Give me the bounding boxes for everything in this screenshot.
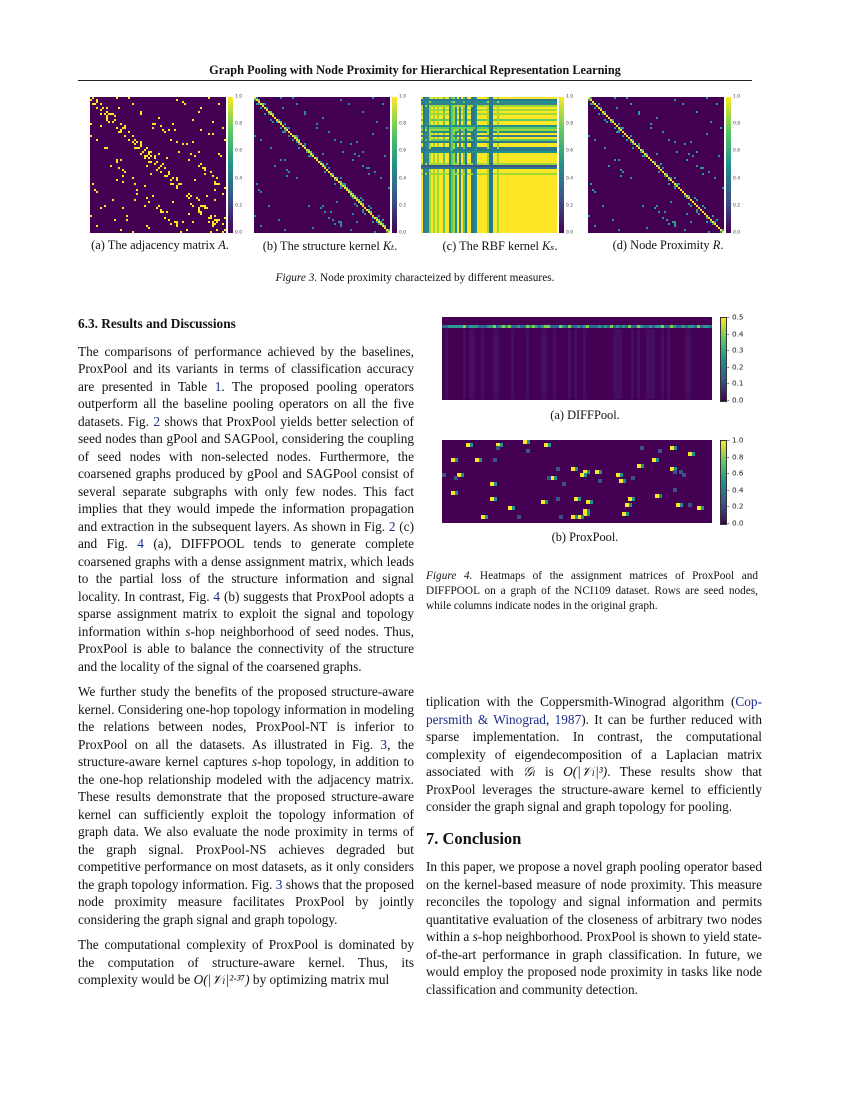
- citation-link[interactable]: 2: [388, 518, 396, 534]
- colorbar-tick-label: - 0.1: [727, 379, 744, 388]
- citation-link[interactable]: 3: [275, 876, 283, 892]
- colorbar-tick-label: 0.2: [566, 203, 574, 209]
- colorbar-tick-label: 0.4: [566, 176, 574, 182]
- citation-link[interactable]: 1987: [554, 711, 582, 727]
- colorbar-ticks: [399, 94, 415, 236]
- colorbar-tick-label: 1.0: [235, 94, 243, 100]
- subfigure-caption: (c) The RBF kernel Kₛ.: [442, 239, 558, 253]
- citation-link[interactable]: 1: [214, 378, 222, 394]
- figure-3: [78, 92, 758, 262]
- colorbar-tick-label: - 0.0: [727, 519, 744, 528]
- subfigure-caption: (b) The structure kernel Kₜ.: [262, 239, 398, 253]
- colorbar-tick-label: 0.4: [399, 176, 407, 182]
- colorbar-tick-label: 0.8: [566, 121, 574, 127]
- paragraph: We further study the benefits of the proposed structure-aware kernel. Considering one-hop topology information in modeling the relations between nodes, ProxPool-NT is inferior to ProxPool on all the datasets. As illustrated in Fig. 3, the structure-aware kernel captures s-hop topology, in addition to the one-hop relationship modeled with the adjacency matrix. These results demonstrate that the proposed structure-aware kernel can sufficiently exploit the topology information of graph data. We also evaluate the node proximity in terms of the graph signal. ProxPool-NS achieves degraded but competitive performance on most datasets, as it only considers the graph topology information. Fig. 3 shows that the proposed node proximity measure facilitates ProxPool by jointly considering the graph signal and graph topology.: [78, 684, 414, 927]
- figure-3-caption: Figure 3. Node proximity characteized by different measures.: [275, 272, 555, 284]
- colorbar-tick-label: 0.2: [235, 203, 243, 209]
- colorbar-tick-label: 1.0: [566, 94, 574, 100]
- colorbar-tick-label: - 0.2: [727, 502, 744, 511]
- section-heading-results: 6.3. Results and Discussions: [78, 316, 236, 331]
- heatmap-structure-kernel: [254, 97, 390, 233]
- colorbar-ticks: [727, 312, 757, 405]
- math-expression: O(|𝒱ₗ|³): [563, 764, 608, 779]
- colorbar-tick-label: 1.0: [399, 94, 407, 100]
- subfigure-caption: (a) The adjacency matrix A.: [91, 238, 229, 252]
- colorbar-tick-label: 0.0: [733, 230, 741, 236]
- citation-link[interactable]: 4: [137, 536, 144, 551]
- paragraph: tiplication with the Coppersmith-Winograd algorithm (Coppersmith & Winograd, 1987). It can be further reduced with sparse implementation. In contrast, the computational complexity of eigendecomposition of a Laplacian matrix associated with 𝒢ₗ is O(|𝒱ₗ|³). These results show that ProxPool leverages the structure-aware kernel to efficiently consider the graph signal and graph topology for pooling.: [426, 694, 763, 814]
- figure-4-caption: Figure 4. Heatmaps of the assignment matrices of ProxPool and DIFFPOOL on a graph of the NCI109 dataset. Rows are seed nodes, while columns indicate nodes in the original graph.: [426, 570, 759, 612]
- math-expression: s: [472, 929, 478, 944]
- left-column: [78, 315, 414, 997]
- colorbar-proxpool: [720, 440, 727, 525]
- heatmap-node-proximity: [588, 97, 724, 233]
- right-column: [426, 693, 762, 1006]
- colorbar-tick-label: 0.8: [235, 121, 243, 127]
- heatmap-diffpool: [442, 317, 712, 400]
- colorbar-tick-label: - 0.6: [727, 469, 744, 478]
- colorbar-ticks: [733, 94, 749, 236]
- colorbar-tick-label: - 0.8: [727, 452, 744, 461]
- colorbar-tick-label: 0.2: [733, 203, 741, 209]
- colorbar-tick-label: 0.8: [399, 121, 407, 127]
- colorbar-tick-label: - 0.3: [727, 346, 744, 355]
- running-header: Graph Pooling with Node Proximity for Hierarchical Representation Learning: [209, 63, 621, 77]
- heatmap-rbf-kernel: [421, 97, 557, 233]
- colorbar-tick-label: 0.6: [399, 148, 407, 154]
- heatmap-adjacency-matrix: [90, 97, 226, 233]
- colorbar: [726, 97, 731, 233]
- colorbar-tick-label: 0.0: [235, 230, 243, 236]
- colorbar-tick-label: - 0.4: [727, 329, 744, 338]
- colorbar-tick-label: - 0.4: [727, 485, 744, 494]
- colorbar-ticks: [235, 94, 251, 236]
- citation-link[interactable]: 2: [153, 413, 160, 429]
- colorbar-tick-label: 0.6: [566, 148, 574, 154]
- colorbar: [228, 97, 233, 233]
- paragraph: The comparisons of performance achieved by the baselines, ProxPool and its variants in terms of classification accuracy are presented in Table 1. The proposed pooling operators outperform all the baseline pooling operators on all the five datasets. Fig. 2 shows that ProxPool yields better selection of seed nodes than gPool and SAGPool, considering the coupling of seed nodes with non-selected nodes. Furthermore, the coarsened graphs produced by gPool and SAGPool consist of several separate subgraphs with only few nodes. This fact implies that they would impede the information propagation and extraction in the subsequent layers. As shown in Fig. 2 (c) and Fig. 4 (a), DIFFPOOL tends to generate complete coarsened graphs with a dense assignment matrix, which leads to the partial loss of the structure information and signal locality. In contrast, Fig. 4 (b) suggests that ProxPool adopts a sparse assignment matrix to exploit the signal and topology information within s-hop neighborhood of seed nodes. Thus, ProxPool is able to balance the connectivity of the structure and the locality of the signal of the coarsened graphs.: [78, 343, 415, 674]
- subfigure-caption-proxpool: (b) ProxPool.: [551, 530, 619, 544]
- colorbar-tick-label: 0.2: [399, 203, 407, 209]
- math-expression: s: [185, 623, 191, 639]
- heatmap-proxpool: [442, 440, 712, 523]
- paragraph: The computational complexity of ProxPool is dominated by the computation of structure-aware kernel. Thus, its complexity would be O(|𝒱ₗ|²·³⁷) by optimizing matrix mul: [78, 937, 414, 987]
- math-expression: s: [252, 754, 258, 769]
- paragraph: In this paper, we propose a novel graph pooling operator based on the kernel-based measure of node proximity. This measure reconciles the topology and signal information and permits quantitative evaluation of the closeness of arbitrary two nodes within a s-hop neighborhood. ProxPool is shown to yield state-of-the-art performance in graph classification. In future, we would employ the proposed node proximity in tasks like node classification and community detection.: [426, 859, 762, 997]
- colorbar-tick-label: 0.4: [235, 176, 243, 182]
- colorbar-tick-label: - 0.0: [727, 396, 744, 405]
- colorbar-tick-label: 0.6: [235, 148, 243, 154]
- subfigure-caption: (d) Node Proximity R.: [612, 238, 724, 252]
- citation-link[interactable]: 3: [380, 736, 388, 752]
- colorbar-tick-label: 0.4: [733, 176, 741, 182]
- colorbar-ticks: [566, 94, 582, 236]
- math-expression: O(|𝒱ₗ|²·³⁷): [193, 972, 250, 987]
- citation-link[interactable]: Coppersmith & Winograd: [426, 694, 762, 727]
- colorbar-tick-label: - 0.5: [727, 313, 744, 322]
- colorbar: [559, 97, 564, 233]
- colorbar-tick-label: - 1.0: [727, 436, 744, 445]
- subfigure-caption-diffpool: (a) DIFFPool.: [550, 408, 620, 422]
- citation-link[interactable]: 4: [213, 588, 221, 604]
- colorbar-tick-label: 0.6: [733, 148, 741, 154]
- colorbar-tick-label: 0.0: [566, 230, 574, 236]
- colorbar-diffpool: [720, 317, 727, 402]
- colorbar-ticks: [727, 435, 757, 528]
- colorbar-tick-label: 0.0: [399, 230, 407, 236]
- section-heading-conclusion: 7. Conclusion: [426, 828, 522, 848]
- colorbar-tick-label: 0.8: [733, 121, 741, 127]
- header-rule: [78, 80, 752, 81]
- math-expression: 𝒢ₗ: [522, 764, 536, 779]
- colorbar: [392, 97, 397, 233]
- colorbar-tick-label: - 0.2: [727, 362, 744, 371]
- colorbar-tick-label: 1.0: [733, 94, 741, 100]
